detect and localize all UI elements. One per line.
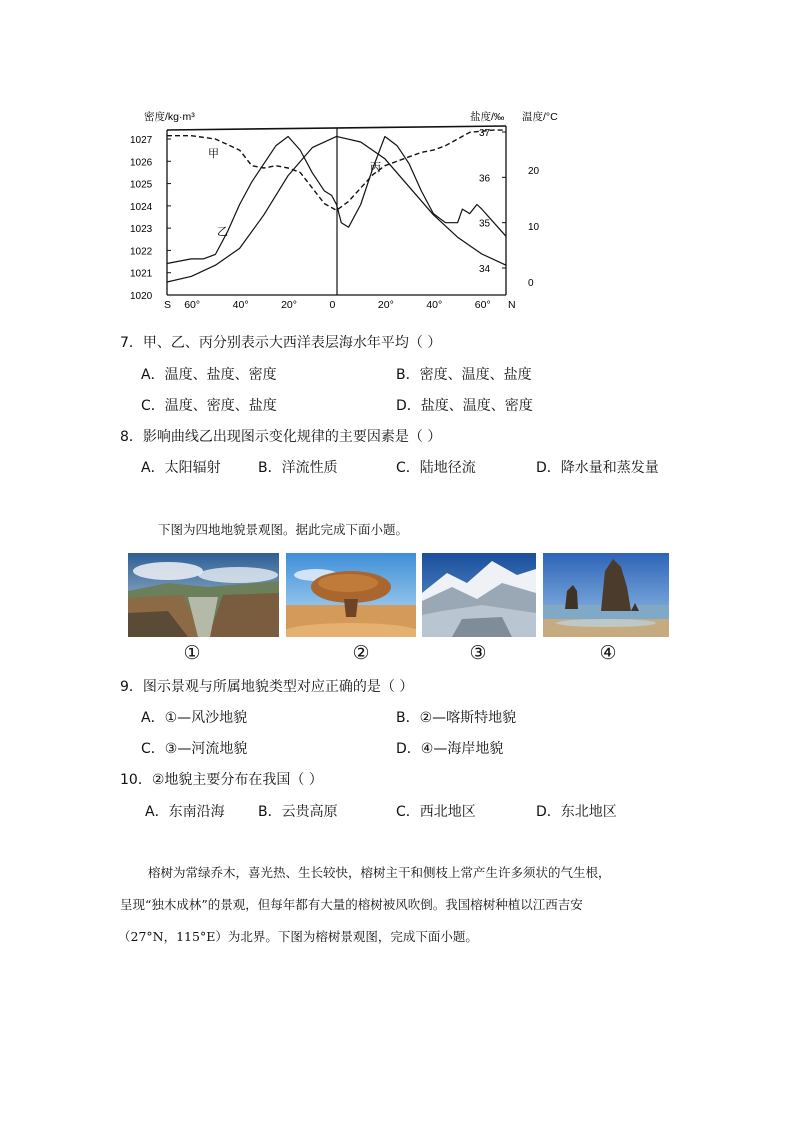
y-right-salinity-label: 盐度/‰ <box>470 111 505 123</box>
x-tick-label: 0 <box>329 299 336 311</box>
density-tick-label: 1021 <box>130 268 153 280</box>
intro-banyan-line2: 呈现“独木成林”的景观，但每年都有大量的榕树被风吹倒。我国榕树种植以江西吉安 <box>120 897 583 912</box>
intro-banyan-line3: （27°N，115°E）为北界。下图为榕树景观图，完成下面小题。 <box>118 929 478 944</box>
density-tick-label: 1023 <box>130 224 153 236</box>
series-label-jia: 甲 <box>208 148 219 160</box>
intro-banyan-line1: 榕树为常绿乔木，喜光热、生长较快，榕树主干和侧枝上常产生许多须状的气生根， <box>148 865 611 880</box>
x-tick-label: 40° <box>232 299 249 311</box>
salinity-tick-label: 35 <box>479 218 491 230</box>
x-tick-label: 20° <box>377 299 394 311</box>
temperature-tick-label: 20 <box>528 166 540 177</box>
density-tick-label: 1025 <box>130 179 153 191</box>
temperature-tick-label: 10 <box>528 222 540 233</box>
density-tick-group <box>130 135 171 302</box>
question-9-stem: 9．图示景观与所属地貌类型对应正确的是（ ） <box>120 679 414 695</box>
photo-label-3: ③ <box>469 642 487 664</box>
temperature-tick-label: 0 <box>528 278 534 289</box>
question-8-stem: 8．影响曲线乙出现图示变化规律的主要因素是（ ） <box>120 429 442 445</box>
x-tick-label: N <box>508 299 516 311</box>
y-left-axis-label: 密度/kg·m³ <box>144 111 195 123</box>
photo-sea-stack <box>543 553 669 637</box>
q8-option-c[interactable]: C．陆地径流 <box>396 460 476 476</box>
x-tick-label: 60° <box>474 299 491 311</box>
density-tick-label: 1020 <box>130 291 153 302</box>
series-label-bing: 丙 <box>370 162 381 174</box>
y-right-temp-label: 温度/°C <box>522 111 558 123</box>
q10-option-b[interactable]: B．云贵高原 <box>258 804 338 820</box>
photo-glacier <box>422 553 536 637</box>
q8-option-a[interactable]: A．太阳辐射 <box>141 460 221 476</box>
x-tick-group <box>164 299 516 311</box>
q8-option-d[interactable]: D．降水量和蒸发量 <box>536 460 659 476</box>
q7-option-a[interactable]: A．温度、盐度、密度 <box>141 367 277 383</box>
q7-option-c[interactable]: C．温度、密度、盐度 <box>141 398 277 414</box>
series-label-yi: 乙 <box>217 226 228 238</box>
q8-option-b[interactable]: B．洋流性质 <box>258 460 338 476</box>
density-tick-label: 1027 <box>130 135 153 146</box>
question-7-stem: 7．甲、乙、丙分别表示大西洋表层海水年平均（ ） <box>120 335 442 351</box>
right-tick-group <box>479 128 540 289</box>
q9-option-c[interactable]: C．③—河流地貌 <box>141 741 248 757</box>
x-tick-label: 40° <box>426 299 443 311</box>
salinity-tick-label: 36 <box>479 173 491 185</box>
q7-option-d[interactable]: D．盐度、温度、密度 <box>396 398 533 414</box>
photo-label-2: ② <box>352 642 370 664</box>
salinity-tick-label: 34 <box>479 264 491 275</box>
question-10-stem: 10．②地貌主要分布在我国（ ） <box>120 772 323 788</box>
q9-option-b[interactable]: B．②—喀斯特地貌 <box>396 710 517 726</box>
ocean-properties-chart <box>130 102 570 314</box>
photo-mushroom-rock <box>286 553 416 637</box>
photo-label-4: ④ <box>599 642 617 664</box>
photo-canyon <box>128 553 279 637</box>
density-tick-label: 1026 <box>130 157 153 169</box>
q10-option-d[interactable]: D．东北地区 <box>536 804 617 820</box>
x-tick-label: S <box>164 299 172 311</box>
density-tick-label: 1022 <box>130 246 153 258</box>
density-tick-label: 1024 <box>130 201 153 213</box>
q10-option-c[interactable]: C．西北地区 <box>396 804 476 820</box>
intro-landforms: 下图为四地地貌景观图。据此完成下面小题。 <box>158 522 409 537</box>
x-tick-label: 60° <box>184 299 201 311</box>
photo-label-1: ① <box>183 642 201 664</box>
q10-option-a[interactable]: A．东南沿海 <box>145 804 225 820</box>
x-tick-label: 20° <box>281 299 297 311</box>
q9-option-d[interactable]: D．④—海岸地貌 <box>396 741 504 757</box>
q9-option-a[interactable]: A．①—风沙地貌 <box>141 710 248 726</box>
salinity-tick-label: 37 <box>479 128 491 139</box>
q7-option-b[interactable]: B．密度、温度、盐度 <box>396 367 532 383</box>
